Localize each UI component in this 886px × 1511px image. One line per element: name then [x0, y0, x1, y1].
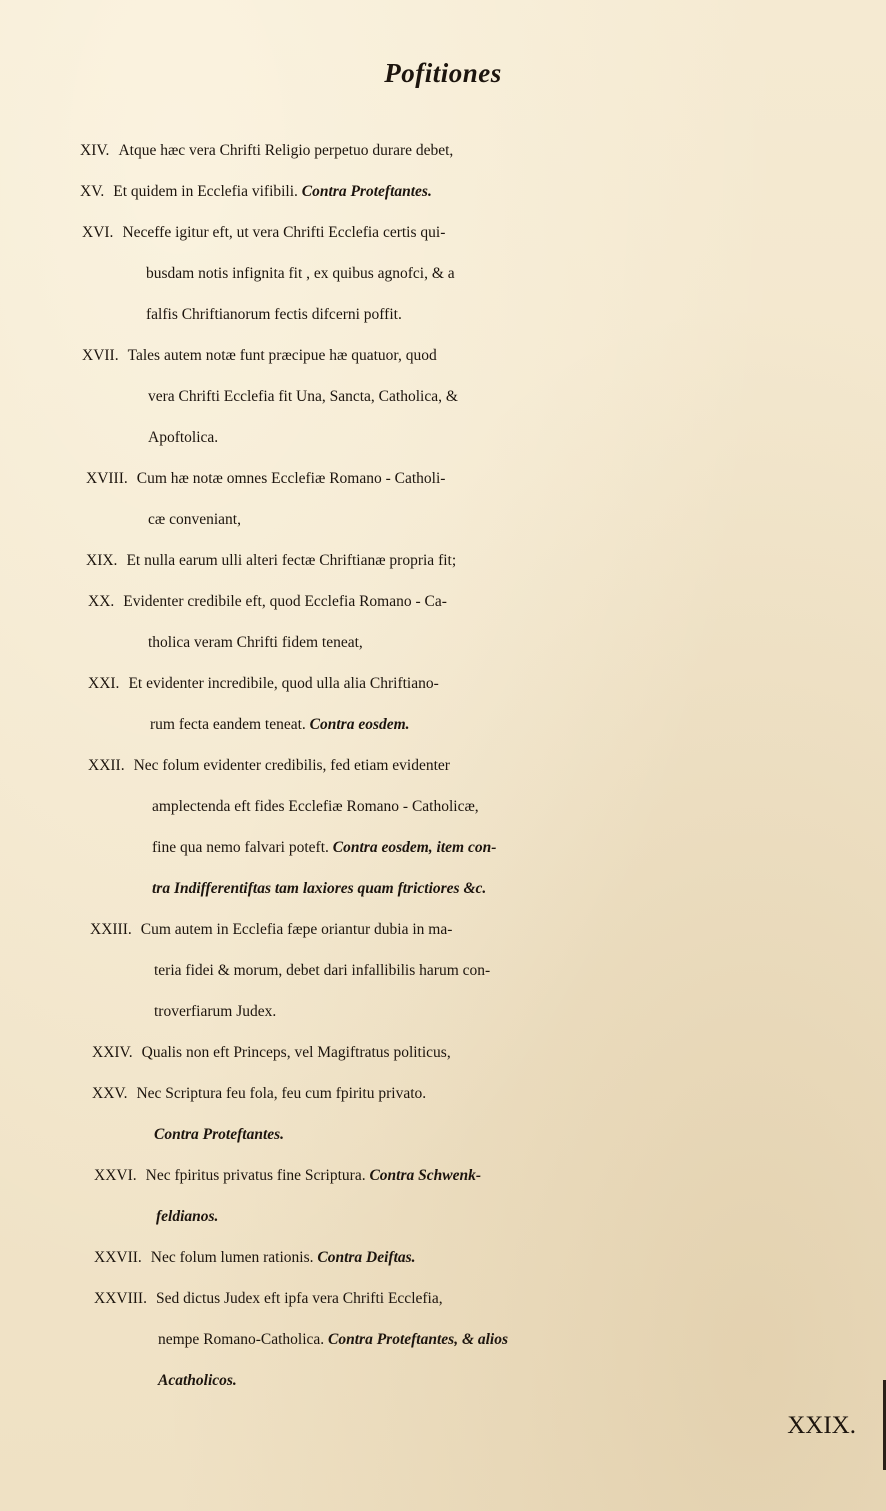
catchword: XXIX.	[787, 1412, 856, 1439]
text-line	[0, 417, 886, 458]
position-paragraph	[0, 1155, 886, 1237]
text-line	[0, 786, 886, 827]
roman-text: fine qua nemo falvari poteft.	[152, 839, 333, 856]
text-line	[0, 171, 886, 212]
position-number: XVI.	[82, 224, 114, 241]
roman-text: Et quidem in Ecclefia vifibili.	[113, 183, 302, 200]
position-number: XXII.	[88, 757, 125, 774]
position-paragraph	[0, 335, 886, 458]
text-line	[0, 1319, 886, 1360]
text-line	[0, 376, 886, 417]
italic-text: Contra Proteftantes.	[301, 183, 432, 200]
roman-text: Atque hæc vera Chrifti Religio perpetuo durare debet,	[118, 142, 454, 159]
roman-text: Sed dictus Judex eft ipfa vera Chrifti Ecclefia,	[155, 1290, 443, 1307]
roman-text: teria fidei & morum, debet dari infallibilis harum con-	[154, 962, 491, 979]
roman-text: Et nulla earum ulli alteri fectæ Chriftianæ propria fit;	[126, 552, 457, 569]
position-number: XVIII.	[86, 470, 128, 487]
roman-text: Evidenter credibile eft, quod Ecclefia Romano - Ca-	[123, 593, 447, 610]
roman-text: Nec folum evidenter credibilis, fed etiam evidenter	[133, 757, 450, 774]
text-line	[0, 1278, 886, 1319]
text-line	[0, 335, 886, 376]
text-line	[0, 1237, 886, 1278]
position-number: XXV.	[92, 1085, 128, 1102]
text-line	[0, 1155, 886, 1196]
roman-text: Cum hæ notæ omnes Ecclefiæ Romano - Catholi-	[136, 470, 446, 487]
position-number: XIX.	[86, 552, 118, 569]
roman-text: rum fecta eandem teneat.	[150, 716, 310, 733]
text-line	[0, 1073, 886, 1114]
text-line	[0, 581, 886, 622]
roman-text: busdam notis infignita fit , ex quibus agnofci, & a	[146, 265, 455, 282]
italic-text: Contra Proteftantes, & alios	[328, 1331, 509, 1348]
italic-text: Contra Deiftas.	[317, 1249, 416, 1266]
position-paragraph	[0, 540, 886, 581]
position-number: XX.	[88, 593, 115, 610]
position-number: XVII.	[82, 347, 119, 364]
roman-text: Cum autem in Ecclefia fæpe oriantur dubia in ma-	[140, 921, 453, 938]
roman-text: Neceffe igitur eft, ut vera Chrifti Ecclefia certis qui-	[122, 224, 446, 241]
position-paragraph	[0, 1032, 886, 1073]
text-line	[0, 827, 886, 868]
roman-text: Apoftolica.	[148, 429, 219, 446]
roman-text: Nec folum lumen rationis.	[150, 1249, 318, 1266]
italic-text: Contra eosdem.	[309, 716, 410, 733]
body-text	[0, 130, 886, 1401]
italic-text: tra Indifferentiftas tam laxiores quam ftrictiores &c.	[152, 880, 487, 897]
text-line	[0, 212, 886, 253]
text-line	[0, 458, 886, 499]
text-line	[0, 294, 886, 335]
position-number: XV.	[80, 183, 105, 200]
position-number: XXVII.	[94, 1249, 142, 1266]
roman-text: Nec fpiritus privatus fine Scriptura.	[145, 1167, 370, 1184]
italic-text: feldianos.	[156, 1208, 219, 1225]
position-number: XXVIII.	[94, 1290, 147, 1307]
roman-text: troverfiarum Judex.	[154, 1003, 277, 1020]
position-paragraph	[0, 1237, 886, 1278]
italic-text: Acatholicos.	[158, 1372, 237, 1389]
text-line	[0, 1196, 886, 1237]
position-number: XXVI.	[94, 1167, 137, 1184]
text-line	[0, 745, 886, 786]
italic-text: Contra eosdem, item con-	[332, 839, 497, 856]
position-paragraph	[0, 909, 886, 1032]
text-line	[0, 1114, 886, 1155]
text-line	[0, 663, 886, 704]
position-paragraph	[0, 745, 886, 909]
roman-text: Tales autem notæ funt præcipue hæ quatuor, quod	[127, 347, 437, 364]
text-line	[0, 1032, 886, 1073]
position-paragraph	[0, 1073, 886, 1155]
italic-text: Contra Schwenk-	[369, 1167, 481, 1184]
text-line	[0, 130, 886, 171]
roman-text: amplectenda eft fides Ecclefiæ Romano - Catholicæ,	[152, 798, 479, 815]
running-title: Pofitiones	[384, 58, 502, 88]
position-number: XXIV.	[92, 1044, 133, 1061]
text-line	[0, 704, 886, 745]
position-paragraph	[0, 212, 886, 335]
roman-text: nempe Romano-Catholica.	[158, 1331, 329, 1348]
text-line	[0, 1360, 886, 1401]
text-line	[0, 909, 886, 950]
position-number: XIV.	[80, 142, 110, 159]
roman-text: vera Chrifti Ecclefia fit Una, Sancta, Catholica, &	[148, 388, 458, 405]
roman-text: Nec Scriptura feu fola, feu cum fpiritu privato.	[136, 1085, 427, 1102]
position-paragraph	[0, 458, 886, 540]
text-line	[0, 868, 886, 909]
position-paragraph	[0, 663, 886, 745]
position-paragraph	[0, 1278, 886, 1401]
position-paragraph	[0, 171, 886, 212]
text-line	[0, 253, 886, 294]
text-line	[0, 540, 886, 581]
roman-text: Et evidenter incredibile, quod ulla alia Chriftiano-	[128, 675, 439, 692]
position-number: XXI.	[88, 675, 120, 692]
text-line	[0, 622, 886, 663]
text-line	[0, 991, 886, 1032]
roman-text: cæ conveniant,	[148, 511, 241, 528]
position-paragraph	[0, 130, 886, 171]
roman-text: tholica veram Chrifti fidem teneat,	[148, 634, 363, 651]
roman-text: Qualis non eft Princeps, vel Magiftratus politicus,	[141, 1044, 451, 1061]
position-paragraph	[0, 581, 886, 663]
italic-text: Contra Proteftantes.	[154, 1126, 285, 1143]
text-line	[0, 499, 886, 540]
roman-text: falfis Chriftianorum fectis difcerni poffit.	[146, 306, 402, 323]
text-line	[0, 950, 886, 991]
position-number: XXIII.	[90, 921, 132, 938]
